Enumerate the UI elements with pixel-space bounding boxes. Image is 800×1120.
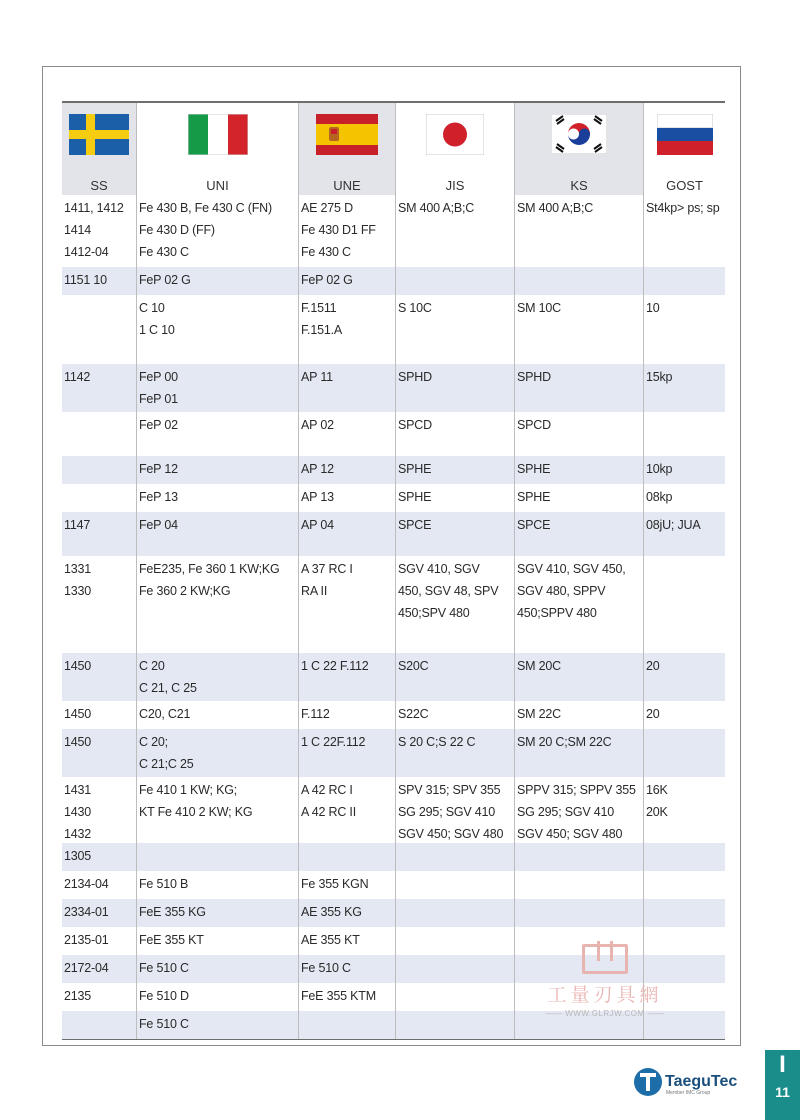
table-cell-jis [396, 267, 515, 295]
table-cell-une: Fe 510 C [299, 955, 396, 983]
table-cell-gost [644, 412, 725, 456]
table-cell-uni: Fe 510 C [137, 955, 299, 983]
table-cell-une: AP 02 [299, 412, 396, 456]
table-cell-une: AE 355 KT [299, 927, 396, 955]
table-cell-uni: C20, C21 [137, 701, 299, 729]
table-cell-une: Fe 355 KGN [299, 871, 396, 899]
table-cell-uni: C 20 C 21, C 25 [137, 653, 299, 701]
table-cell-ks: SM 22C [515, 701, 644, 729]
sweden-flag-icon [69, 114, 129, 155]
table-cell-jis [396, 955, 515, 983]
brand-logo [634, 1068, 737, 1096]
table-cell-ss: 1450 [62, 729, 137, 777]
table-cell-jis: SPHE [396, 456, 515, 484]
table-cell-uni: Fe 510 B [137, 871, 299, 899]
table-cell-ss: 1431 1430 1432 [62, 777, 137, 843]
table-cell-jis [396, 871, 515, 899]
header-ks [515, 103, 644, 195]
table-cell-jis: SGV 410, SGV 450, SGV 48, SPV 450;SPV 480 [396, 556, 515, 653]
table-cell-jis: S 20 C;S 22 C [396, 729, 515, 777]
table-cell-jis: S 10C [396, 295, 515, 364]
table-cell-une: 1 C 22 F.112 [299, 653, 396, 701]
table-row [62, 843, 725, 871]
table-cell-ss: 1412-04 [62, 239, 137, 267]
table-cell-gost: 10kp [646, 462, 673, 476]
taegutec-logo-icon [634, 1068, 662, 1096]
table-cell-jis: SPHD [396, 364, 515, 412]
table-cell-une: AP 12 [299, 456, 396, 484]
table-cell-ks [515, 899, 644, 927]
watermark-url: —— WWW.GLRJW.COM —— [545, 1009, 665, 1018]
table-cell-ks [515, 843, 644, 871]
table-cell-ks: SPCD [515, 412, 644, 456]
table-cell-uni: FeE 355 KG [137, 899, 299, 927]
material-comparison-table [62, 101, 725, 1040]
table-cell-uni: Fe 410 1 KW; KG; KT Fe 410 2 KW; KG [137, 777, 299, 843]
table-cell-uni: C 10 1 C 10 [137, 295, 299, 364]
table-cell-gost: 20 [646, 707, 660, 721]
table-cell-une: A 37 RC I RA II [299, 556, 396, 653]
table-cell-gost: 15kp [646, 370, 673, 384]
table-cell-jis [396, 927, 515, 955]
table-row [62, 871, 725, 899]
table-cell-gost: 20 [646, 659, 660, 673]
table-row [62, 239, 725, 267]
table-cell-ss: 1331 1330 [62, 556, 137, 653]
table-row [62, 899, 725, 927]
brand-name: TaeguTec [665, 1073, 738, 1090]
table-cell-ks: SPHD [515, 364, 644, 412]
table-cell-une: Fe 430 C [299, 239, 396, 267]
table-cell-ss [62, 456, 137, 484]
table-cell-une: 1 C 22F.112 [299, 729, 396, 777]
table-row [62, 267, 725, 295]
table-cell-ss: 1147 [62, 512, 137, 556]
table-cell-ss: 1450 [62, 701, 137, 729]
table-cell-uni: FeP 04 [137, 512, 299, 556]
table-cell-ss: 2172-04 [62, 955, 137, 983]
column-label: UNE [333, 178, 361, 193]
table-cell-ks: SM 20C [515, 653, 644, 701]
table-cell-uni: FeP 02 [137, 412, 299, 456]
table-cell-gost [644, 729, 725, 777]
table-cell-jis [396, 899, 515, 927]
table-cell-une [299, 843, 396, 871]
table-cell-uni: FeP 00 FeP 01 [137, 364, 299, 412]
table-cell-jis: SPHE [396, 484, 515, 512]
column-label: UNI [206, 178, 229, 193]
table-cell-ks: SPHE [515, 484, 644, 512]
table-cell-jis: SPCE [396, 512, 515, 556]
table-row [62, 512, 725, 556]
table-cell-ks: SM 400 A;B;C [515, 195, 644, 239]
table-cell-jis [396, 983, 515, 1011]
table-cell-ss: 2334-01 [62, 899, 137, 927]
table-cell-gost: 08kp [646, 490, 673, 504]
table-cell-uni: C 20; C 21;C 25 [137, 729, 299, 777]
table-row [62, 777, 725, 843]
watermark-text: 工量刃具網 [547, 984, 663, 1006]
header-jis [396, 103, 515, 195]
table-cell-gost [644, 899, 725, 927]
table-cell-ks: SGV 410, SGV 450, SGV 480, SPPV 450;SPPV 480 [515, 556, 644, 653]
table-row [62, 701, 725, 729]
table-cell-uni: FeE235, Fe 360 1 KW;KG Fe 360 2 KW;KG [137, 556, 299, 653]
table-cell-ss [62, 295, 137, 364]
table-cell-jis [396, 239, 515, 267]
table-row [62, 195, 725, 239]
table-row [62, 364, 725, 412]
table-bottom-rule [62, 1039, 725, 1040]
table-row [62, 295, 725, 364]
table-cell-une: F.1511 F.151.A [299, 295, 396, 364]
table-cell-jis: SM 400 A;B;C [396, 195, 515, 239]
table-cell-une: AP 13 [299, 484, 396, 512]
japan-flag-icon [426, 114, 484, 155]
table-cell-ss: 1142 [62, 364, 137, 412]
table-cell-ks: SPCE [515, 512, 644, 556]
brand-subtitle: Member IMC Group [666, 1090, 711, 1096]
column-label: GOST [666, 178, 703, 193]
column-label: KS [570, 178, 588, 193]
table-cell-gost [644, 871, 725, 899]
table-cell-une: A 42 RC I A 42 RC II [299, 777, 396, 843]
table-cell-ks: SPHE [515, 456, 644, 484]
table-cell-ks [515, 267, 644, 295]
table-cell-gost: 10 [646, 301, 660, 315]
table-row [62, 729, 725, 777]
section-letter: I [779, 1051, 786, 1078]
table-row [62, 456, 725, 484]
header-une [299, 103, 396, 195]
table-cell-uni: Fe 430 B, Fe 430 C (FN) Fe 430 D (FF) [137, 195, 299, 239]
table-cell-ks: SM 20 C;SM 22C [515, 729, 644, 777]
column-label: JIS [445, 178, 465, 193]
table-cell-jis: SPV 315; SPV 355 SG 295; SGV 410 SGV 450; SGV 480 [396, 777, 515, 843]
table-cell-ss: 2134-04 [62, 871, 137, 899]
table-cell-une: AE 275 D Fe 430 D1 FF [299, 195, 396, 239]
page-tab [765, 1050, 800, 1120]
table-cell-gost [644, 556, 725, 653]
table-cell-ks [515, 871, 644, 899]
table-cell-uni: FeP 02 G [137, 267, 299, 295]
watermark-logo-icon [582, 944, 628, 974]
table-cell-uni: Fe 510 C [137, 1011, 299, 1039]
table-row [62, 412, 725, 456]
italy-flag-icon [188, 114, 248, 155]
table-cell-ss: 1151 10 [62, 267, 137, 295]
table-cell-ss: 1305 [62, 843, 137, 871]
table-cell-gost: 16K 20K [646, 783, 668, 819]
page-number: 11 [775, 1084, 790, 1100]
table-cell-uni [137, 843, 299, 871]
table-cell-uni: Fe 430 C [137, 239, 299, 267]
table-cell-jis: S20C [396, 653, 515, 701]
table-cell-une: FeE 355 KTM [299, 983, 396, 1011]
table-cell-une: AP 04 [299, 512, 396, 556]
table-cell-uni: FeP 12 [137, 456, 299, 484]
table-cell-jis: S22C [396, 701, 515, 729]
table-cell-uni: Fe 510 D [137, 983, 299, 1011]
table-cell-ss: 2135 [62, 983, 137, 1011]
table-cell-uni: FeP 13 [137, 484, 299, 512]
table-cell-ss: 1450 [62, 653, 137, 701]
korea-flag-icon [551, 114, 607, 154]
watermark [535, 944, 675, 1018]
table-cell-ss: 2135-01 [62, 927, 137, 955]
table-header [62, 101, 725, 195]
table-cell-une: AE 355 KG [299, 899, 396, 927]
table-cell-uni: FeE 355 KT [137, 927, 299, 955]
table-cell-jis: SPCD [396, 412, 515, 456]
table-cell-gost [644, 843, 725, 871]
table-cell-jis [396, 1011, 515, 1039]
table-cell-gost [644, 267, 725, 295]
table-cell-ss: 1411, 1412 1414 [62, 195, 137, 239]
russia-flag-icon [657, 114, 713, 155]
table-row [62, 556, 725, 653]
table-cell-ss [62, 1011, 137, 1039]
table-cell-une: F.112 [299, 701, 396, 729]
table-cell-gost: St4kp> ps; sp [646, 201, 720, 215]
table-cell-ks: SM 10C [515, 295, 644, 364]
table-cell-une [299, 1011, 396, 1039]
table-cell-une: FeP 02 G [299, 267, 396, 295]
table-row [62, 653, 725, 701]
table-cell-ss [62, 412, 137, 456]
table-cell-ks [515, 239, 644, 267]
table-cell-jis [396, 843, 515, 871]
spain-flag-icon [316, 114, 378, 155]
table-cell-ks: SPPV 315; SPPV 355 SG 295; SGV 410 SGV 450; SGV 480 [515, 777, 644, 843]
header-ss [62, 103, 137, 195]
header-gost [644, 103, 725, 195]
table-row [62, 484, 725, 512]
table-cell-ss [62, 484, 137, 512]
header-uni [137, 103, 299, 195]
table-cell-une: AP 11 [299, 364, 396, 412]
table-body [62, 195, 725, 1039]
table-cell-gost [644, 239, 725, 267]
table-cell-gost: 08jU; JUA [646, 518, 701, 532]
column-label: SS [90, 178, 108, 193]
